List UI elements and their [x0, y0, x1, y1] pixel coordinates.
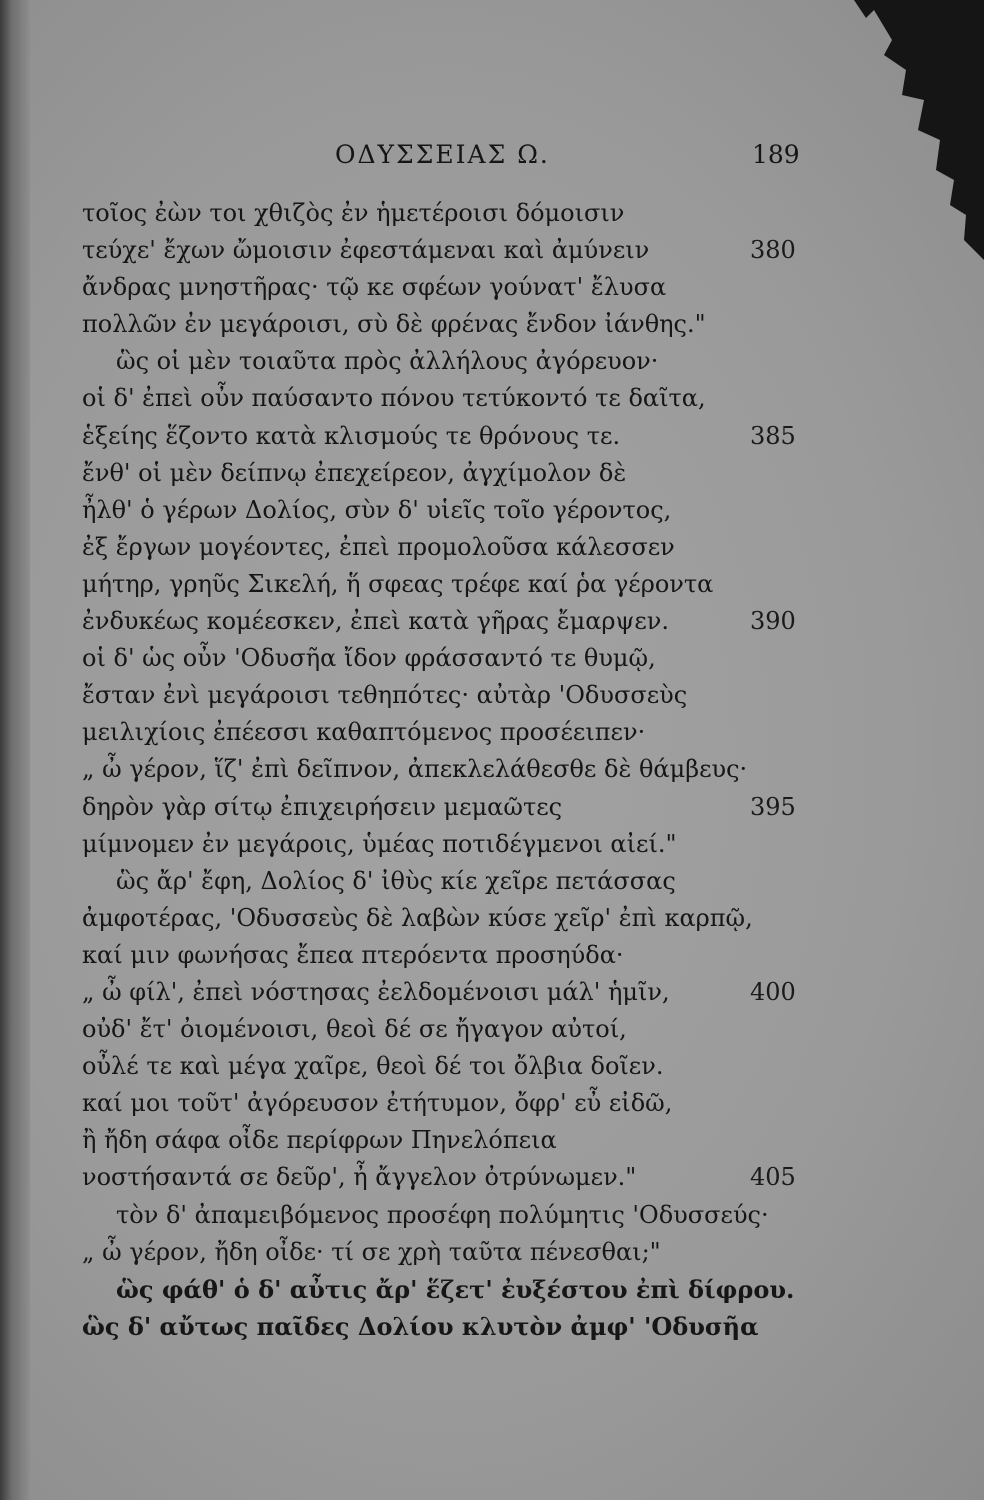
line-number: 390 [750, 607, 796, 636]
verse-line-text: καί μοι τοῦτ' ἀγόρευσον ἐτήτυμον, ὄφρ' εὖ εἰδῶ, [82, 1089, 673, 1118]
verse-line [82, 1197, 832, 1234]
torn-page-corner [814, 0, 984, 260]
line-number: 405 [750, 1163, 796, 1192]
verse-line-text: καί μιν φωνήσας ἔπεα πτερόεντα προσηύδα· [82, 940, 624, 969]
verse-line [82, 1085, 832, 1122]
verse-line [82, 640, 832, 677]
verse-line [82, 343, 832, 380]
verse-line-text: ἐξ ἔργων μογέοντες, ἐπεὶ προμολοῦσα κάλεσσεν [82, 532, 675, 561]
verse-line [82, 900, 832, 937]
verse-line [82, 1308, 832, 1345]
verse-line [82, 232, 832, 269]
verse-line-text: ὣς ἄρ' ἔφη, Δολίος δ' ἰθὺς κίε χεῖρε πετάσσας [116, 866, 676, 895]
verse-line-text: τὸν δ' ἀπαμειβόμενος προσέφη πολύμητις 'Οδυσσεύς· [116, 1200, 769, 1229]
verse-line [82, 1048, 832, 1085]
verse-line-text: „ ὦ γέρον, ἤδη οἶδε· τί σε χρὴ ταῦτα πένεσθαι;" [82, 1237, 661, 1266]
verse-line [82, 269, 832, 306]
verse-line-text: ὣς οἱ μὲν τοιαῦτα πρὸς ἀλλήλους ἀγόρευον· [116, 347, 659, 376]
verse-line-text: „ ὦ γέρον, ἵζ' ἐπὶ δεῖπνον, ἀπεκλελάθεσθε δὲ θάμβευς· [82, 755, 748, 784]
page-header [0, 140, 984, 180]
verse-line [82, 1159, 832, 1196]
verse-line-text: ὣς φάθ' ὁ δ' αὖτις ἄρ' ἕζετ' ἐυξέστου ἐπὶ δίφρου. [116, 1274, 795, 1304]
verse-line [82, 1271, 832, 1308]
verse-line-text: οἱ δ' ἐπεὶ οὖν παύσαντο πόνου τετύκοντό τε δαῖτα, [82, 384, 706, 413]
verse-line [82, 1234, 832, 1271]
line-number: 385 [750, 421, 796, 450]
verse-line [82, 603, 832, 640]
verse-line [82, 195, 832, 232]
verse-line [82, 455, 832, 492]
verse-line-text: οὐδ' ἔτ' ὀιομένοισι, θεοὶ δέ σε ἤγαγον αὐτοί, [82, 1015, 627, 1044]
verse-line-text: ἐνδυκέως κομέεσκεν, ἐπεὶ κατὰ γῆρας ἔμαρψεν. [82, 607, 669, 636]
verse-line-text: πολλῶν ἐν μεγάροισι, σὺ δὲ φρένας ἔνδον ἰάνθης." [82, 310, 706, 339]
verse-line-text: ἑξείης ἕζοντο κατὰ κλισμούς τε θρόνους τε. [82, 421, 621, 450]
line-number: 395 [750, 792, 796, 821]
verse-line-text: ἔνθ' οἱ μὲν δείπνῳ ἐπεχείρεον, ἀγχίμολον δὲ [82, 458, 627, 487]
book-binding-edge [0, 0, 30, 1500]
verse-text-block [82, 195, 832, 1345]
verse-line [82, 677, 832, 714]
verse-line [82, 937, 832, 974]
verse-line [82, 380, 832, 417]
verse-line-text: οὖλέ τε καὶ μέγα χαῖρε, θεοὶ δέ τοι ὄλβια δοῖεν. [82, 1052, 664, 1081]
verse-line-text: οἱ δ' ὡς οὖν 'Οδυσῆα ἴδον φράσσαντό τε θυμῷ, [82, 644, 656, 673]
verse-line [82, 566, 832, 603]
verse-line-text: μήτηρ, γρηῦς Σικελή, ἥ σφεας τρέφε καί ῥα γέροντα [82, 569, 714, 598]
verse-line [82, 974, 832, 1011]
verse-line-text: δηρὸν γὰρ σίτῳ ἐπιχειρήσειν μεμαῶτες [82, 792, 563, 821]
page-number: 189 [752, 140, 800, 169]
line-number: 400 [750, 977, 796, 1006]
verse-line [82, 826, 832, 863]
verse-line [82, 418, 832, 455]
verse-line-text: ἄνδρας μνηστῆρας· τῷ κε σφέων γούνατ' ἔλυσα [82, 273, 667, 302]
verse-line [82, 714, 832, 751]
verse-line-text: τοῖος ἐὼν τοι χθιζὸς ἐν ἡμετέροισι δόμοισιν [82, 199, 625, 227]
verse-line-text: ἦλθ' ὁ γέρων Δολίος, σὺν δ' υἱεῖς τοῖο γέροντος, [82, 495, 672, 524]
verse-line-text: μίμνομεν ἐν μεγάροις, ὑμέας ποτιδέγμενοι αἰεί." [82, 829, 677, 858]
verse-line [82, 306, 832, 343]
verse-line-text: ἢ ἤδη σάφα οἶδε περίφρων Πηνελόπεια [82, 1126, 557, 1155]
verse-line-text: ὣς δ' αὔτως παῖδες Δολίου κλυτὸν ἀμφ' 'Οδυσῆα [82, 1311, 759, 1341]
verse-line-text: μειλιχίοις ἐπέεσσι καθαπτόμενος προσέειπεν· [82, 718, 646, 747]
verse-line [82, 863, 832, 900]
verse-line [82, 1011, 832, 1048]
verse-line-text: νοστήσαντά σε δεῦρ', ἦ ἄγγελον ὀτρύνωμεν." [82, 1163, 637, 1192]
verse-line-text: ἔσταν ἐνὶ μεγάροισι τεθηπότες· αὐτὰρ 'Οδυσσεὺς [82, 681, 688, 710]
verse-line-text: τεύχε' ἔχων ὤμοισιν ἐφεστάμεναι καὶ ἀμύνειν [82, 236, 650, 265]
running-head: ΟΔΥΣΣΕΙΑΣ Ω. [335, 140, 550, 169]
verse-line-text: ἀμφοτέρας, 'Οδυσσεὺς δὲ λαβὼν κύσε χεῖρ' ἐπὶ καρπῷ, [82, 903, 753, 932]
verse-line [82, 1122, 832, 1159]
verse-line [82, 529, 832, 566]
verse-line [82, 789, 832, 826]
verse-line-text: „ ὦ φίλ', ἐπεὶ νόστησας ἐελδομένοισι μάλ' ἡμῖν, [82, 977, 670, 1006]
verse-line [82, 492, 832, 529]
line-number: 380 [750, 236, 796, 265]
verse-line [82, 751, 832, 788]
